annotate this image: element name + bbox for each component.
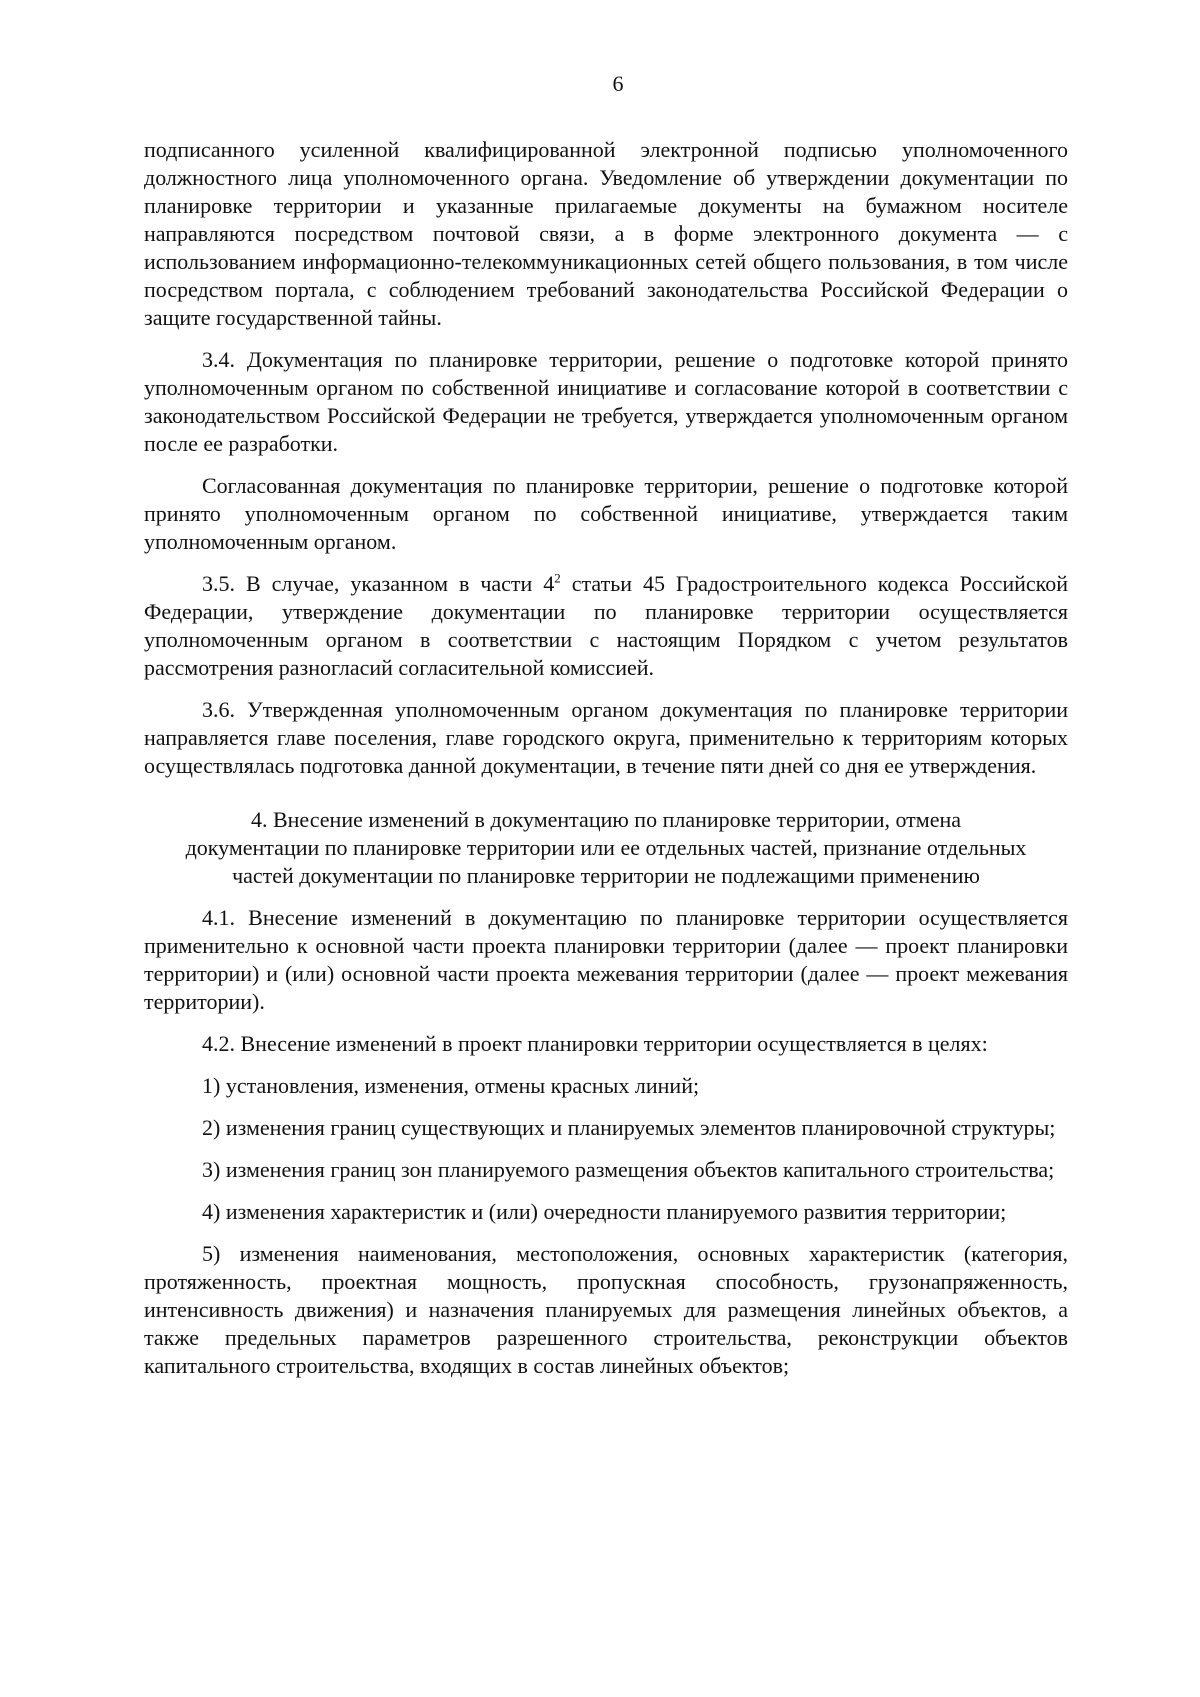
page-number: 6 (612, 71, 624, 96)
paragraph-3-5-start: 3.5. В случае, указанном в части 4 (202, 571, 555, 596)
list-item-3: 3) изменения границ зон планируемого размещения объектов капитального строительства; (202, 1157, 1055, 1182)
paragraph-3-5-end: статьи 45 Градостроительного кодекса Российской Федерации, утверждение документации по планировке территории осуществляется уполномоченным органом в соответствии с настоящим Порядком с учетом результатов рассмотрения разногласий согласительной комиссией. (144, 571, 1069, 680)
list-item-5: 5) изменения наименования, местоположения, основных характеристик (категория, протяженность, проектная мощность, пропускная способность, грузонапряженность, интенсивность движения) и назначения планируемых для размещения линейных объектов, а также предельных параметров разрешенного строительства, реконструкции объектов капитального строительства, входящих в состав линейных объектов; (144, 1241, 1068, 1378)
superscript-index: 2 (554, 570, 561, 586)
section-4-heading: 4. Внесение изменений в документацию по планировке территории, отмена документации по планировке территории или ее отдельных частей, признание отдельных частей документации по планировке территории не подлежащими применению (185, 807, 1027, 888)
paragraph-3-4-cont: Согласованная документация по планировке территории, решение о подготовке которой принято уполномоченным органом по собственной инициативе, утверждается таким уполномоченным органом. (144, 473, 1068, 554)
paragraph-4-2: 4.2. Внесение изменений в проект планировки территории осуществляется в целях: (202, 1031, 988, 1056)
paragraph-3-6: 3.6. Утвержденная уполномоченным органом документация по планировке территории направляется главе поселения, главе городского округа, применительно к территориям которых осуществлялась подготовка данной документации, в течение пяти дней со дня ее утверждения. (144, 697, 1068, 778)
paragraph-continuation: подписанного усиленной квалифицированной электронной подписью уполномоченного должностного лица уполномоченного органа. Уведомление об утверждении документации по планировке территории и указанные прилагаемые документы на бумажном носителе направляются посредством почтовой связи, а в форме электронного документа — с использованием информационно-телекоммуникационных сетей общего пользования, в том числе посредством портала, с соблюдением требований законодательства Российской Федерации о защите государственной тайны. (144, 137, 1068, 330)
paragraph-4-1: 4.1. Внесение изменений в документацию по планировке территории осуществляется применительно к основной части проекта планировки территории (далее — проект планировки территории) и (или) основной части проекта межевания территории (далее — проект межевания территории). (144, 905, 1068, 1014)
paragraph-3-4: 3.4. Документация по планировке территории, решение о подготовке которой принято уполномоченным органом по собственной инициативе и согласование которой в соответствии с законодательством Российской Федерации не требуется, утверждается уполномоченным органом после ее разработки. (144, 347, 1068, 456)
paragraph-3-5 (144, 570, 1068, 682)
list-item-4: 4) изменения характеристик и (или) очередности планируемого развития территории; (202, 1199, 1007, 1224)
list-item-2: 2) изменения границ существующих и планируемых элементов планировочной структуры; (202, 1115, 1056, 1140)
list-item-1: 1) установления, изменения, отмены красных линий; (202, 1073, 700, 1098)
